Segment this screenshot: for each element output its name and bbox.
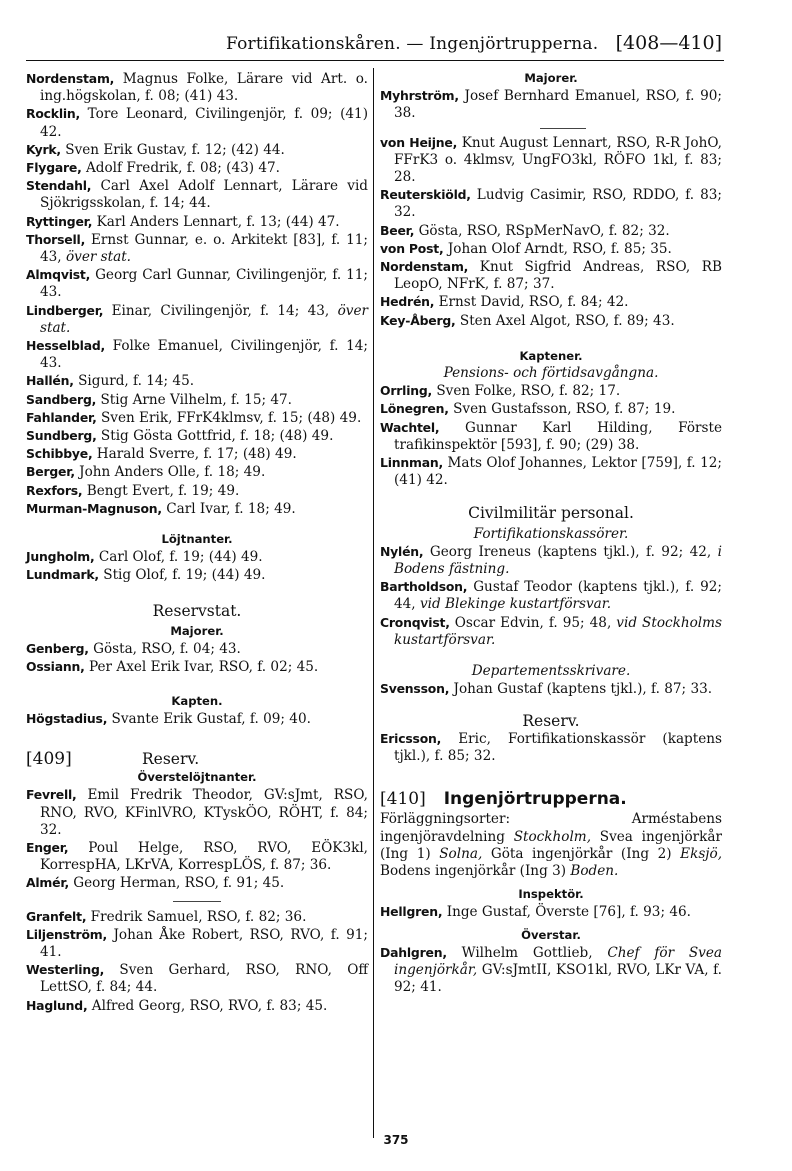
- list-entry: [26, 839, 368, 874]
- entry-details: Poul Helge, RSO, RVO, EÖK3kl, KorrespHA, LKrVA, KorrespLÖS, f. 87; 36.: [40, 839, 368, 874]
- entry-name: Lindberger,: [26, 302, 104, 318]
- column-divider: [373, 68, 374, 1138]
- entry-name: Ryttinger,: [26, 213, 93, 229]
- entry-name: Hesselblad,: [26, 338, 106, 354]
- entry-details: Ernst David, RSO, f. 84; 42.: [434, 294, 629, 311]
- entry-details: Georg Herman, RSO, f. 91; 45.: [68, 875, 285, 892]
- list-entry: [380, 543, 722, 578]
- entry-name: Berger,: [26, 464, 75, 480]
- entry-details: Ludvig Casimir, RSO, RDDO, f. 83; 32.: [394, 187, 722, 221]
- list-entry: [380, 134, 722, 187]
- list-entry: [380, 312, 722, 330]
- entry-list: [26, 548, 368, 584]
- list-entry: [26, 926, 368, 961]
- list-entry: [380, 419, 722, 454]
- entry-details: Gunnar Karl Hilding, Förste trafikinspektör [593], f. 90; (29) 38.: [394, 419, 722, 453]
- entry-name: Kyrk,: [26, 141, 61, 157]
- left-column: [26, 70, 368, 1015]
- page-range: [408—410]: [615, 32, 722, 54]
- entry-details: Magnus Folke, Lärare vid Art. o. ing.högskolan, f. 08; (41) 43.: [40, 71, 368, 105]
- entry-name: Ossiann,: [26, 659, 85, 675]
- entry-details: Alfred Georg, RSO, RVO, f. 83; 45.: [87, 997, 328, 1014]
- entry-name: Fahlander,: [26, 409, 97, 425]
- entry-details: Sigurd, f. 14; 45.: [73, 373, 195, 390]
- entry-note: över stat.: [40, 302, 368, 336]
- entry-name: von Post,: [380, 240, 444, 256]
- entry-list: [26, 640, 368, 676]
- list-entry: [26, 70, 368, 105]
- garrison-paragraph: Förläggningsorter: Arméstabens ingenjöravdelning Stockholm, Svea ingenjörkår (Ing 1) Solna, Göta ingenjörkår (Ing 2) Eksjö, Bodens ingenjörkår (Ing 3) Boden.: [380, 811, 723, 879]
- entry-details: Sven Gustafsson, RSO, f. 87; 19.: [448, 401, 676, 418]
- list-entry: [380, 903, 722, 921]
- subsection-heading: Majorer.: [170, 623, 224, 638]
- entry-name: Almqvist,: [26, 267, 91, 283]
- entry-details: Svante Erik Gustaf, f. 09; 40.: [107, 710, 311, 727]
- list-entry: [26, 141, 368, 159]
- entry-details: Einar, Civilingenjör, f. 14; 43,: [103, 302, 338, 319]
- list-entry: [26, 445, 368, 463]
- section-heading-row: [380, 791, 722, 808]
- entry-name: Ericsson,: [380, 730, 442, 746]
- entry-details: Bengt Evert, f. 19; 49.: [82, 482, 240, 499]
- entry-details: Johan Gustaf (kaptens tjkl.), f. 87; 33.: [449, 681, 713, 698]
- entry-name: Murman-Magnuson,: [26, 500, 162, 516]
- entry-name: Key-Åberg,: [380, 312, 456, 328]
- list-entry: [26, 500, 368, 518]
- entry-name: Reuterskiöld,: [380, 187, 471, 203]
- entry-details: Per Axel Erik Ivar, RSO, f. 02; 45.: [84, 659, 319, 676]
- entry-details: Sven Erik Gustav, f. 12; (42) 44.: [60, 141, 285, 158]
- subsection-heading: Överstar.: [521, 927, 581, 942]
- entry-name: Lundmark,: [26, 567, 99, 583]
- entry-details: Tore Leonard, Civilingenjör, f. 09; (41) 42.: [40, 106, 368, 140]
- entry-details: Knut August Lennart, RSO, R-R JohO, FFrK3 o. 4klmsv, UngFO3kl, RÖFO 1kl, f. 83; 28.: [394, 134, 722, 186]
- list-entry: [26, 159, 368, 177]
- entry-name: Hedrén,: [380, 294, 435, 310]
- entry-details: Gösta, RSO, RSpMerNavO, f. 82; 32.: [414, 222, 670, 239]
- paragraph-number: [410]: [380, 789, 426, 810]
- section-heading: Reservstat.: [152, 601, 242, 620]
- entry-list: [26, 70, 368, 518]
- entry-name: Linnman,: [380, 455, 443, 471]
- entry-name: Hallén,: [26, 373, 74, 389]
- entry-name: Sandberg,: [26, 391, 97, 407]
- entry-name: Schibbye,: [26, 446, 93, 462]
- entry-details: Carl Olof, f. 19; (44) 49.: [94, 549, 263, 566]
- list-entry: [26, 409, 368, 427]
- entry-name: Westerling,: [26, 962, 105, 978]
- section-heading-row: [26, 748, 368, 769]
- entry-name: Granfelt,: [26, 908, 87, 924]
- entry-name: Bartholdson,: [380, 579, 468, 595]
- entry-list: [380, 543, 722, 649]
- entry-name: Fevrell,: [26, 787, 77, 803]
- entry-name: Nylén,: [380, 543, 424, 559]
- section-heading: Reserv.: [522, 711, 580, 730]
- entry-details: Johan Åke Robert, RSO, RVO, f. 91; 41.: [40, 926, 368, 960]
- list-entry: [380, 293, 722, 311]
- entry-details: Ernst Gunnar, e. o. Arkitekt [83], f. 11; 43,: [40, 231, 368, 266]
- entry-name: Beer,: [380, 222, 415, 238]
- entry-details: Stig Olof, f. 19; (44) 49.: [98, 567, 266, 584]
- entry-name: Almér,: [26, 875, 69, 891]
- entry-details: Stig Gösta Gottfrid, f. 18; (48) 49.: [96, 428, 334, 445]
- list-entry: [26, 231, 368, 266]
- entry-details: Karl Anders Lennart, f. 13; (44) 47.: [92, 213, 340, 230]
- entry-details: John Anders Olle, f. 18; 49.: [74, 464, 266, 481]
- entry-name: Haglund,: [26, 997, 88, 1013]
- right-column: [380, 70, 722, 996]
- list-entry: [380, 222, 722, 240]
- subsection-heading: Majorer.: [524, 71, 578, 85]
- entry-details: Folke Emanuel, Civilingenjör, f. 14; 43.: [40, 338, 368, 372]
- list-entry: [26, 548, 368, 566]
- list-entry: [26, 337, 368, 372]
- entry-name: Flygare,: [26, 160, 82, 176]
- entry-details: Emil Fredrik Theodor, GV:sJmt, RSO, RNO, RVO, KFinlVRO, KTyskÖO, RÖHT, f. 84; 32.: [40, 787, 368, 838]
- entry-name: Hellgren,: [380, 904, 443, 920]
- list-entry: [380, 87, 722, 122]
- list-entry: [380, 186, 722, 221]
- entry-name: von Heijne,: [380, 134, 458, 150]
- list-entry: [26, 302, 368, 337]
- list-entry: [380, 680, 722, 698]
- entry-list: [26, 710, 368, 728]
- list-entry: [26, 463, 368, 481]
- entry-name: Myhrström,: [380, 88, 459, 104]
- entry-details: Carl Axel Adolf Lennart, Lärare vid Sjökrigsskolan, f. 14; 44.: [40, 178, 368, 212]
- subsection-heading: Överstelöjtnanter.: [137, 770, 257, 785]
- list-entry: [380, 400, 722, 418]
- entry-details: Sven Folke, RSO, f. 82; 17.: [432, 383, 621, 400]
- subsection-heading: Inspektör.: [518, 887, 584, 902]
- list-entry: [26, 874, 368, 892]
- entry-list: [26, 786, 368, 892]
- running-title: Fortifikationskåren. — Ingenjörtrupperna.: [226, 34, 599, 54]
- list-entry: [380, 258, 722, 293]
- entry-name: Cronqvist,: [380, 614, 450, 630]
- section-heading: Civilmilitär personal.: [468, 504, 634, 523]
- entry-name: Nordenstam,: [380, 259, 469, 275]
- entry-name: Rexfors,: [26, 482, 83, 498]
- list-entry: [26, 372, 368, 390]
- paragraph-number: [409]: [26, 748, 72, 769]
- entry-details: Oscar Edvin, f. 95; 48,: [449, 614, 617, 631]
- section-heading: Löjtnanter.: [161, 532, 233, 547]
- entry-details: Johan Olof Arndt, RSO, f. 85; 35.: [443, 240, 672, 257]
- separator: [173, 901, 221, 902]
- entry-details: Carl Ivar, f. 18; 49.: [161, 500, 296, 517]
- list-entry: [26, 177, 368, 212]
- section-heading: Ingenjörtrupperna.: [443, 789, 627, 810]
- entry-name: Lönegren,: [380, 401, 449, 417]
- entry-name: Stendahl,: [26, 178, 92, 194]
- subsection-heading: Fortifikationskassörer.: [473, 525, 629, 542]
- entry-note: vid Stockholms kustartförsvar.: [394, 614, 723, 648]
- list-entry: [380, 382, 722, 400]
- subsection-heading: Kapten.: [171, 693, 223, 708]
- list-entry: [26, 710, 368, 728]
- list-entry: [380, 240, 722, 258]
- entry-note: över stat.: [65, 249, 132, 266]
- list-entry: Dahlgren, Wilhelm Gottlieb, Chef för Svea ingenjörkår, GV:sJmtII, KSO1kl, RVO, LKr VA, f. 92; 41.: [380, 944, 722, 996]
- entry-name: Genberg,: [26, 641, 89, 657]
- list-entry: [380, 454, 722, 489]
- entry-details: Harald Sverre, f. 17; (48) 49.: [92, 446, 297, 463]
- list-entry: [26, 908, 368, 926]
- list-entry: [26, 427, 368, 445]
- entry-details: Sven Gerhard, RSO, RNO, Off LettSO, f. 84; 44.: [40, 962, 368, 996]
- entry-name: Liljenström,: [26, 926, 108, 942]
- list-entry: [26, 213, 368, 231]
- entry-details: Sten Axel Algot, RSO, f. 89; 43.: [455, 312, 675, 329]
- entry-list: [380, 382, 722, 489]
- entry-note: i Bodens fästning.: [394, 543, 722, 578]
- list-entry: [26, 105, 368, 140]
- entry-list: [380, 87, 722, 122]
- section-heading: Reserv.: [142, 749, 200, 768]
- list-entry: [26, 391, 368, 409]
- list-entry: [26, 482, 368, 500]
- entry-name: Sundberg,: [26, 428, 97, 444]
- subsection-subheading: Pensions- och förtidsavgångna.: [443, 365, 659, 382]
- entry-details: Eric, Fortifikationskassör (kaptens tjkl.), f. 85; 32.: [394, 730, 722, 764]
- entry-name: Orrling,: [380, 383, 433, 399]
- entry-details: Knut Sigfrid Andreas, RSO, RB LeopO, NFrK, f. 87; 37.: [394, 259, 722, 293]
- entry-name: Svensson,: [380, 681, 450, 697]
- entry-name: Rocklin,: [26, 106, 81, 122]
- entry-details: Mats Olof Johannes, Lektor [759], f. 12; (41) 42.: [394, 455, 722, 489]
- entry-details: Adolf Fredrik, f. 08; (43) 47.: [81, 160, 280, 177]
- list-entry: [26, 786, 368, 839]
- list-entry: [26, 658, 368, 676]
- entry-note: vid Blekinge kustartförsvar.: [419, 596, 612, 613]
- list-entry: [380, 730, 722, 765]
- list-entry: [26, 566, 368, 584]
- entry-list: [380, 730, 722, 765]
- entry-name: Jungholm,: [26, 549, 95, 565]
- entry-list: [26, 908, 368, 1015]
- list-entry: [380, 578, 722, 613]
- list-entry: [26, 640, 368, 658]
- entry-details: Sven Erik, FFrK4klmsv, f. 15; (48) 49.: [96, 409, 362, 426]
- subsection-heading: Kaptener.: [519, 348, 583, 363]
- entry-details: Fredrik Samuel, RSO, f. 82; 36.: [86, 908, 307, 925]
- entry-list: [380, 134, 722, 330]
- list-entry: [380, 614, 722, 649]
- entry-details: Georg Carl Gunnar, Civilingenjör, f. 11; 43.: [40, 267, 368, 301]
- entry-details: Georg Ireneus (kaptens tjkl.), f. 92; 42,: [423, 543, 718, 560]
- entry-details: Gustaf Teodor (kaptens tjkl.), f. 92; 44,: [394, 579, 722, 613]
- running-header: [26, 34, 724, 61]
- entry-list: [380, 903, 722, 921]
- entry-name: Wachtel,: [380, 419, 440, 435]
- list-entry: [26, 997, 368, 1015]
- list-entry: [26, 961, 368, 996]
- page-number: 375: [383, 1133, 409, 1147]
- subsection-heading: Departementsskrivare.: [471, 663, 631, 680]
- entry-name: Nordenstam,: [26, 71, 115, 86]
- separator: [540, 128, 586, 129]
- list-entry: [26, 266, 368, 301]
- entry-details: Gösta, RSO, f. 04; 43.: [88, 641, 241, 658]
- entry-details: Inge Gustaf, Överste [76], f. 93; 46.: [442, 904, 691, 921]
- entry-name: Enger,: [26, 839, 69, 855]
- entry-name: Högstadius,: [26, 710, 108, 726]
- entry-name: Thorsell,: [26, 231, 86, 247]
- entry-details: Stig Arne Vilhelm, f. 15; 47.: [96, 391, 293, 408]
- entry-list: [380, 680, 722, 698]
- entry-details: Josef Bernhard Emanuel, RSO, f. 90; 38.: [394, 88, 722, 122]
